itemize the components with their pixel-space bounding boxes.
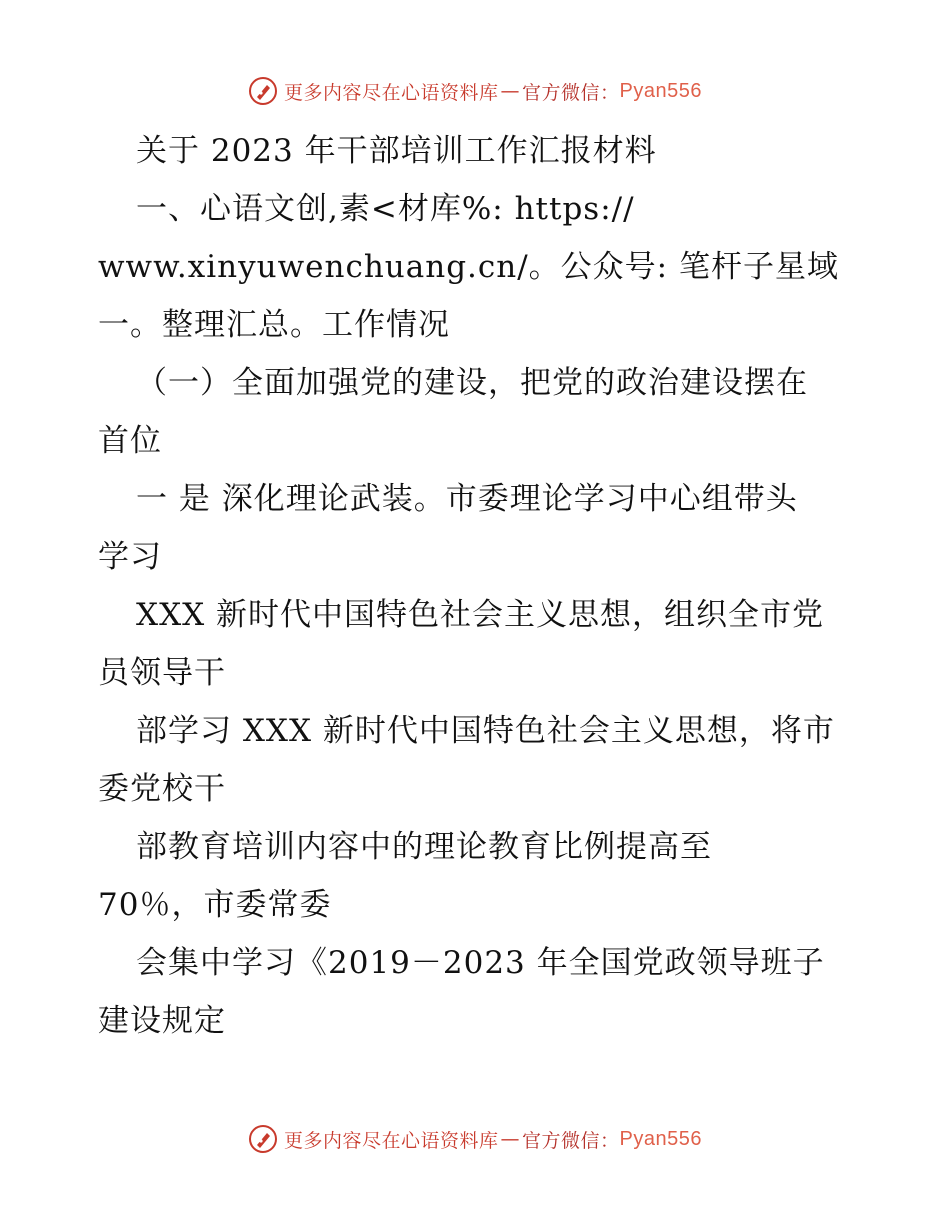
paragraph-line: 一 是 深化理论武装。市委理论学习中心组带头 — [136, 481, 798, 517]
paragraph-line: 部学习 XXX 新时代中国特色社会主义思想，将市 — [136, 713, 835, 749]
document-body — [98, 122, 858, 1050]
document-title: 关于 2023 年干部培训工作汇报材料 — [136, 133, 657, 169]
watermark-wechat-id: Pyan556 — [619, 1127, 702, 1150]
paragraph-line: 会集中学习《2019－2023 年全国党政领导班子 — [136, 945, 825, 981]
document-line: 一、心语文创,素<材库%: https:// — [136, 191, 635, 227]
paragraph-line: 学习 — [98, 539, 162, 575]
document-line: 一。整理汇总。工作情况 — [98, 307, 450, 343]
paragraph-line: 员领导干 — [98, 655, 226, 691]
watermark-main-text: 更多内容尽在心语资料库 — [284, 81, 499, 104]
watermark-wechat-id: Pyan556 — [619, 79, 702, 102]
watermark-separator: — — [500, 80, 521, 102]
watermark-separator: — — [500, 1128, 521, 1150]
paragraph-line: 委党校干 — [98, 771, 226, 807]
section-heading: （一）全面加强党的建设，把党的政治建设摆在 — [136, 365, 808, 401]
document-line: www.xinyuwenchuang.cn/。公众号: 笔杆子星域 — [98, 249, 839, 285]
footer-watermark — [0, 1124, 950, 1154]
watermark-label: 官方微信： — [522, 81, 620, 104]
header-watermark — [0, 76, 950, 106]
watermark-main-text: 更多内容尽在心语资料库 — [284, 1129, 499, 1152]
pen-nib-logo-icon — [248, 1124, 278, 1154]
paragraph-line: 70％，市委常委 — [98, 887, 332, 923]
paragraph-line: 建设规定 — [98, 1003, 226, 1039]
pen-nib-logo-icon — [248, 76, 278, 106]
watermark-label: 官方微信： — [522, 1129, 620, 1152]
paragraph-line: XXX 新时代中国特色社会主义思想，组织全市党 — [136, 597, 825, 633]
paragraph-line: 部教育培训内容中的理论教育比例提高至 — [136, 829, 712, 865]
section-heading-cont: 首位 — [98, 423, 162, 459]
